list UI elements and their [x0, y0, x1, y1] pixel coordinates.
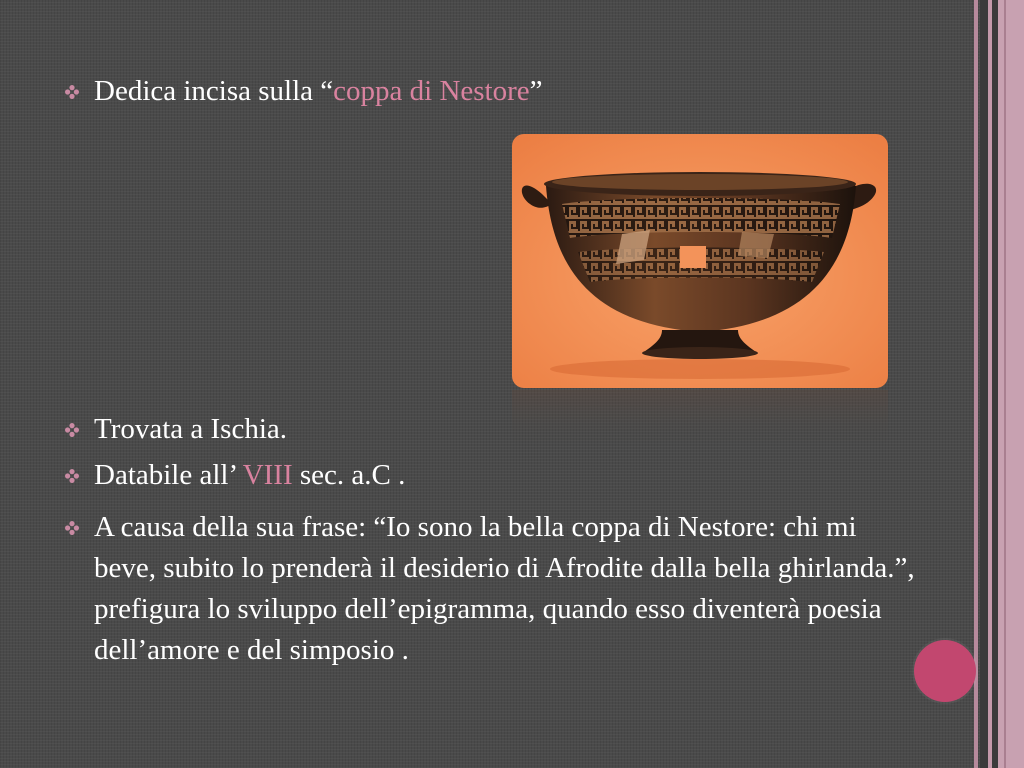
diamond-bullet-icon	[64, 468, 80, 484]
bullet-ischia	[62, 409, 794, 450]
diamond-bullet-icon	[64, 422, 80, 438]
diamond-bullet-icon	[64, 84, 80, 100]
diamond-bullet-icon	[64, 520, 80, 536]
cup-of-nestor-photo	[512, 134, 888, 388]
stripe	[1004, 0, 1006, 768]
highlight-text: VIII	[242, 459, 293, 491]
stripe	[974, 0, 978, 768]
bullet-text: Dedica incisa sulla “	[94, 75, 334, 107]
bullet-text: sec. a.C .	[292, 459, 406, 491]
bullet-datazione	[62, 455, 794, 496]
bullet-dedica	[62, 71, 794, 112]
highlight-text: coppa di Nestore	[333, 75, 530, 107]
bullet-text: Databile all’	[94, 459, 243, 491]
bullet-text: A causa della sua frase: “Io sono la bella coppa di Nestore: chi mi beve, subito lo prenderà il desiderio di Afrodite dalla bella ghirlanda.”, prefigura lo sviluppo dell’epigramma, quando esso diventerà poesia dell’amore e del simposio .	[94, 511, 915, 666]
bullet-text: ”	[529, 75, 543, 107]
bullet-text: Trovata a Ischia.	[94, 413, 288, 445]
bullet-frase	[62, 507, 924, 671]
stripe	[998, 0, 1024, 768]
stripe	[980, 0, 988, 768]
